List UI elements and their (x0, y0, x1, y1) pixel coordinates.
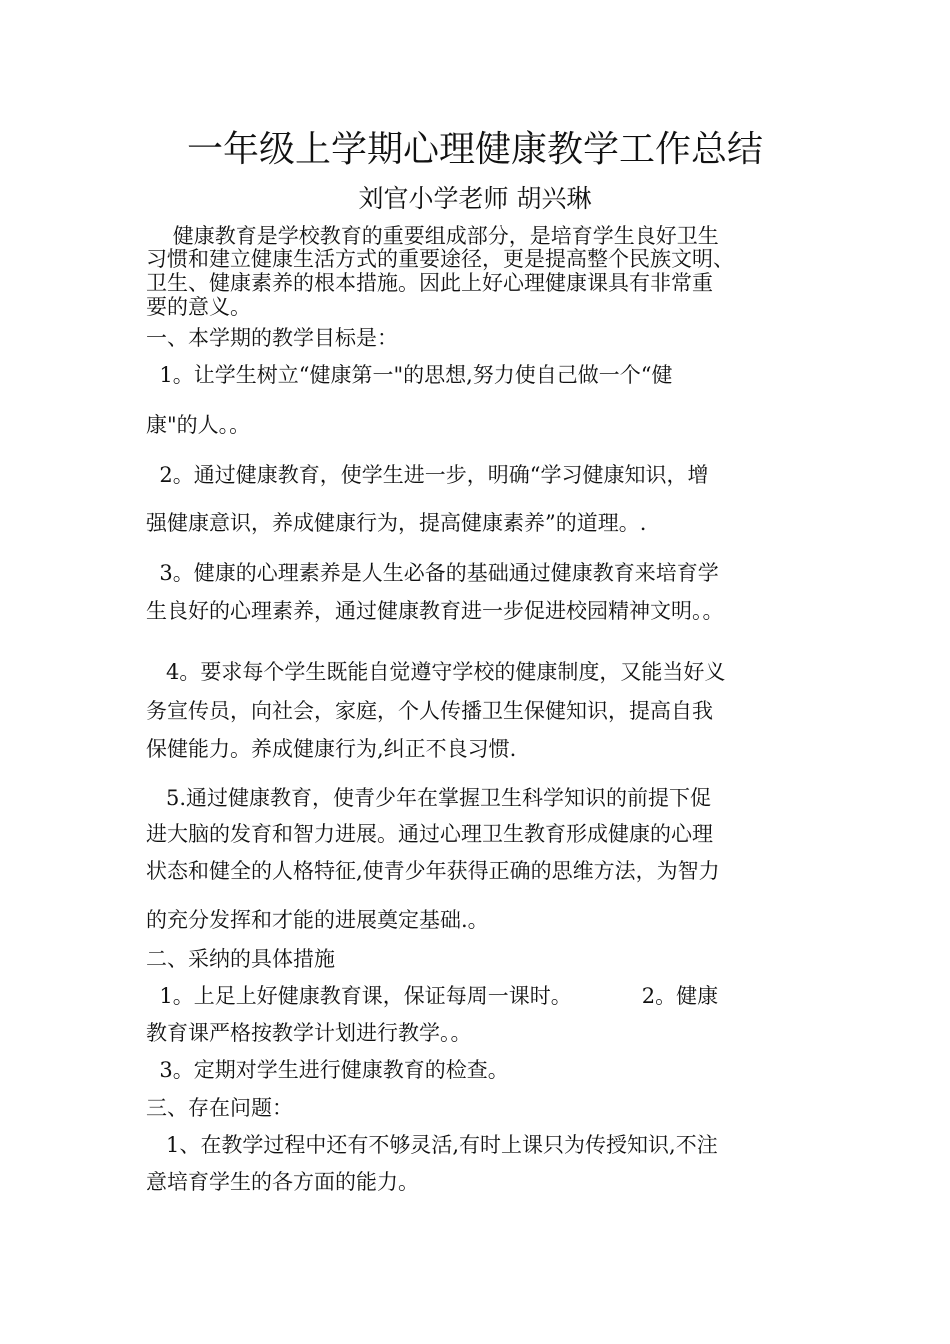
goal-4-line-1: 4。要求每个学生既能自觉遵守学校的健康制度，又能当好义 (146, 660, 726, 684)
intro-line-4: 要的意义。 (146, 295, 251, 319)
problem-1-line-1: 1、在教学过程中还有不够灵活,有时上课只为传授知识,不注 (146, 1133, 718, 1157)
measure-2-start: 2。健康 (641, 984, 719, 1008)
goal-5-line-3: 状态和健全的人格特征,使青少年获得正确的思维方法，为智力 (146, 859, 720, 883)
measure-2-cont: 教育课严格按教学计划进行教学。。 (146, 1021, 472, 1045)
goal-4-line-2: 务宣传员，向社会，家庭，个人传播卫生保健知识，提高自我 (146, 699, 713, 723)
goal-5-line-1: 5.通过健康教育，使青少年在掌握卫生科学知识的前提下促 (146, 786, 712, 810)
intro-line-1: 健康教育是学校教育的重要组成部分，是培育学生良好卫生 (146, 224, 719, 248)
goal-3-line-1: 3。健康的心理素养是人生必备的基础通过健康教育来培育学 (146, 561, 719, 585)
goal-5-line-2: 进大脑的发育和智力进展。通过心理卫生教育形成健康的心理 (146, 822, 713, 846)
author-line: 刘官小学老师 胡兴琳 (358, 184, 592, 213)
intro-line-2: 习惯和建立健康生活方式的重要途径，更是提高整个民族文明、 (146, 247, 734, 271)
measure-3: 3。定期对学生进行健康教育的检查。 (146, 1058, 509, 1082)
goal-3-line-2: 生良好的心理素养，通过健康教育进一步促进校园精神文明。。 (146, 599, 724, 623)
section1-heading: 一、本学期的教学目标是： (146, 326, 398, 350)
goal-2-line-1: 2。通过健康教育，使学生进一步，明确“学习健康知识，增 (146, 463, 709, 487)
goal-1-line-1: 1。让学生树立“健康第一"的思想,努力使自己做一个“健 (146, 363, 673, 387)
section3-heading: 三、存在问题： (146, 1096, 293, 1120)
goal-1-line-2: 康"的人。。 (146, 413, 251, 437)
intro-line-3: 卫生、健康素养的根本措施。因此上好心理健康课具有非常重 (146, 271, 713, 295)
goal-5-line-4: 的充分发挥和才能的进展奠定基础.。 (146, 908, 489, 932)
measure-1-text: 1。上足上好健康教育课，保证每周一课时。 (146, 984, 572, 1008)
measure-1-line (146, 982, 826, 1010)
section2-heading: 二、采纳的具体措施 (146, 947, 335, 971)
problem-1-line-2: 意培育学生的各方面的能力。 (146, 1170, 419, 1194)
goal-4-line-3: 保健能力。养成健康行为,纠正不良习惯. (146, 737, 517, 761)
goal-2-line-2: 强健康意识，养成健康行为，提高健康素养”的道理。. (146, 511, 647, 535)
document-title: 一年级上学期心理健康教学工作总结 (186, 129, 763, 170)
